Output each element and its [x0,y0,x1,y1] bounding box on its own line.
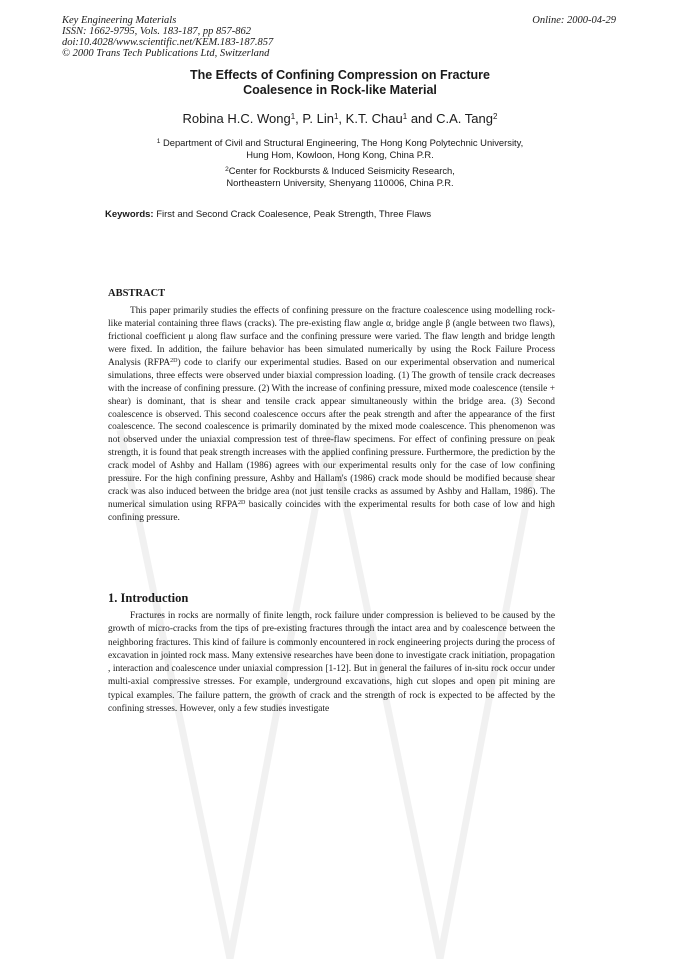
keywords-text: First and Second Crack Coalesence, Peak Strength, Three Flaws [156,209,432,220]
author-affiliation-mark: 2 [492,112,498,121]
author-name: C.A. Tang [436,111,493,126]
journal-issn: ISSN: 1662-9795, Vols. 183-187, pp 857-862 [62,26,251,37]
abstract-body [108,305,555,525]
abstract-heading: ABSTRACT [108,288,166,299]
paper-title [90,68,590,98]
introduction-heading: 1. Introduction [108,591,189,605]
journal-header [62,15,273,59]
author-separator: , [338,111,346,126]
author-affiliation-mark: 1 [333,112,339,121]
keywords-label: Keywords: [105,209,154,220]
online-date: Online: 2000-04-29 [532,15,616,26]
author-affiliation-mark: 1 [402,112,408,121]
abstract-text: This paper primarily studies the effects of confining pressure on the fracture coalescence using modelling rock-like material containing three flaws (cracks). The pre-existing flaw angle α, bridge angle β (angle between two flaws), frictional coefficient μ along flaw surface and the confining pressure were varied. The flaw length and bridge length were fixed. In addition, the failure behavior has been simulated numerically by using the Rock Failure Process Analysis (RFPA [108,306,555,368]
rfpa-superscript: 2D [238,500,246,507]
keywords [105,209,431,220]
affiliation-line: Center for Rockbursts & Induced Seismicity Research, [228,165,455,176]
affiliation-mark: 1 [156,138,161,145]
introduction-body [108,610,555,716]
author-list [90,111,590,127]
affiliation-line: Hung Hom, Kowloon, Hong Kong, China P.R. [246,149,434,160]
author-name: K.T. Chau [345,111,403,126]
journal-doi[interactable]: doi:10.4028/www.scientific.net/KEM.183-187.857 [62,37,274,48]
affiliation-2 [80,165,600,189]
title-line: The Effects of Confining Compression on Fracture [189,68,491,82]
author-separator: , [295,111,303,126]
author-name: P. Lin [302,111,334,126]
author-name: Robina H.C. Wong [182,111,291,126]
affiliation-line: Northeastern University, Shenyang 110006, China P.R. [226,177,454,188]
rfpa-superscript: 2D [170,357,178,364]
journal-name: Key Engineering Materials [62,15,177,26]
journal-copyright: © 2000 Trans Tech Publications Ltd, Switzerland [62,48,270,59]
affiliation-line: Department of Civil and Structural Engineering, The Hong Kong Polytechnic University, [162,137,524,148]
affiliation-1 [80,137,600,161]
abstract-text: ) code to clarify our experimental studies. Based on our experimental observation and numerical simulations, three effects were observed under biaxial compression loading. (1) The growth of tensile crack decreases with the increase of confining pressure. (2) With the increase of confining pressure, mixed mode coalescence (tensile + shear) is dominant, that is shear and tensile crack appear simultaneously within the bridge area. (3) Second coalescence is observed. This second coalescence occurs after the peak strength and after the appearance of the first coalescence. The second coalescence is primarily dominated by the mixed mode coalescence. This phenomenon was not observed under the uniaxial compression test of three-flaw specimens. For effect of confining pressure on peak strength, it is found that peak strength increases with the applied confining pressure. Furthermore, the prediction by the crack model of Ashby and Hallam (1986) agrees with our experimental results only for the case of low confining pressure. For the high confining pressure, Ashby and Hallam's (1986) crack mode should be modified because shear crack was also induced between the bridge area (not just tensile cracks as assumed by Ashby and Hallam, 1986). The numerical simulation using RFPA [108,357,555,511]
author-and: and [407,111,437,126]
abstract-text: basically coincides with the experimental results for both case of low and high confining pressure. [108,500,555,523]
author-affiliation-mark: 1 [290,112,296,121]
title-line: Coalesence in Rock-like Material [243,83,437,97]
affiliation-mark: 2 [225,166,229,173]
introduction-text: Fractures in rocks are normally of finite length, rock failure under compression is believed to be caused by the growth of micro-cracks from the tips of pre-existing fractures through the intact area and by coalescence between the neighboring fractures. This kind of failure is commonly encountered in rock engineering projects during the process of excavation in jointed rock mass. Many extensive researches have been done to investigate crack initiation, propagation , interaction and coalescence under uniaxial compression [1-12]. But in general the failures of in-situ rock occur under multi-axial compressive stresses. For example, underground excavations, high cut slopes and open pit mining are typical examples. The failure pattern, the growth of crack and the strength of rock is expected to be affected by the confining stresses. However, only a few studies investigate [108,611,555,714]
